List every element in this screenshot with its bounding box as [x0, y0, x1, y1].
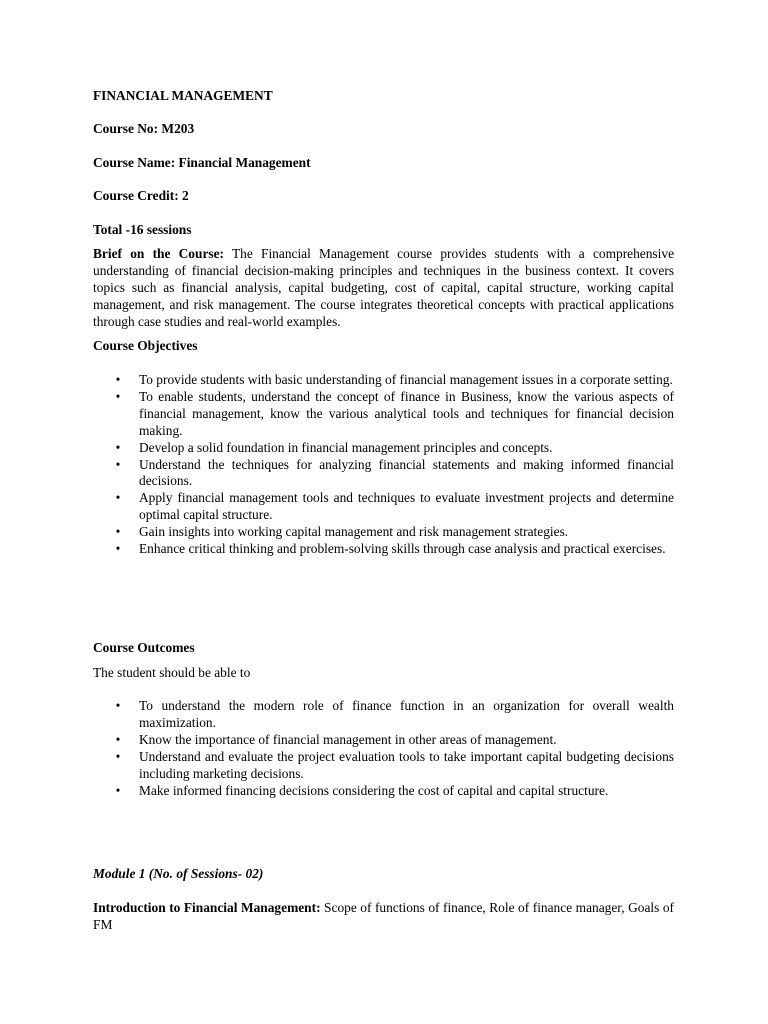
list-item: • Enhance critical thinking and problem-solving skills through case analysis and practical exercises.	[93, 541, 674, 558]
list-item: • To understand the modern role of finance function in an organization for overall wealth maximization.	[93, 698, 674, 732]
bullet-icon: •	[115, 456, 121, 472]
list-item: • To provide students with basic understanding of financial management issues in a corporate setting.	[93, 372, 674, 389]
course-number: Course No: M203	[93, 121, 195, 136]
course-brief-text: The Financial Management course provides students with a comprehensive understanding of financial decision-making principles and techniques in the business context. It covers topics such as financial analysis, capital budgeting, cost of capital, capital structure, working capital management, and risk management. The course integrates theoretical concepts with practical applications through case studies and real-world examples.	[93, 246, 675, 329]
module-1-heading: Module 1 (No. of Sessions- 02)	[93, 866, 264, 881]
course-credit: Course Credit: 2	[93, 188, 189, 203]
list-item: • Apply financial management tools and techniques to evaluate investment projects and determine optimal capital structure.	[93, 490, 674, 524]
outcomes-heading: Course Outcomes	[93, 640, 195, 655]
list-item: • To enable students, understand the concept of finance in Business, know the various aspects of financial management, know the various analytical tools and techniques for financial decision making.	[93, 389, 674, 440]
module-1-topic-paragraph	[93, 900, 674, 934]
bullet-icon: •	[115, 490, 121, 506]
list-item: • Develop a solid foundation in financial management principles and concepts.	[93, 440, 674, 457]
list-item: • Understand and evaluate the project evaluation tools to take important capital budgeting decisions including marketing decisions.	[93, 749, 674, 783]
course-name: Course Name: Financial Management	[93, 155, 311, 170]
bullet-icon: •	[115, 541, 121, 557]
total-sessions: Total -16 sessions	[93, 222, 192, 237]
list-item: • Understand the techniques for analyzing financial statements and making informed financial decisions.	[93, 457, 674, 491]
objectives-list	[93, 372, 674, 558]
list-item: • Know the importance of financial management in other areas of management.	[93, 732, 674, 749]
list-item: • Make informed financing decisions considering the cost of capital and capital structure.	[93, 783, 674, 800]
module-1-topic-text: Scope of functions of finance, Role of finance manager, Goals of FM	[93, 900, 674, 932]
list-item: • Gain insights into working capital management and risk management strategies.	[93, 524, 674, 541]
bullet-icon: •	[115, 439, 121, 455]
bullet-icon: •	[115, 782, 121, 798]
bullet-icon: •	[115, 372, 121, 387]
bullet-icon: •	[115, 524, 121, 540]
module-1-topic-label: Introduction to Financial Management:	[93, 900, 321, 915]
course-brief-label: Brief on the Course:	[93, 246, 225, 261]
outcomes-list	[93, 698, 674, 799]
bullet-icon: •	[115, 698, 121, 713]
document-title: FINANCIAL MANAGEMENT	[93, 88, 273, 103]
course-brief-paragraph	[93, 246, 674, 331]
bullet-icon: •	[115, 388, 121, 404]
outcomes-intro: The student should be able to	[93, 665, 251, 680]
objectives-heading: Course Objectives	[93, 338, 198, 353]
bullet-icon: •	[115, 731, 121, 747]
bullet-icon: •	[115, 748, 121, 764]
